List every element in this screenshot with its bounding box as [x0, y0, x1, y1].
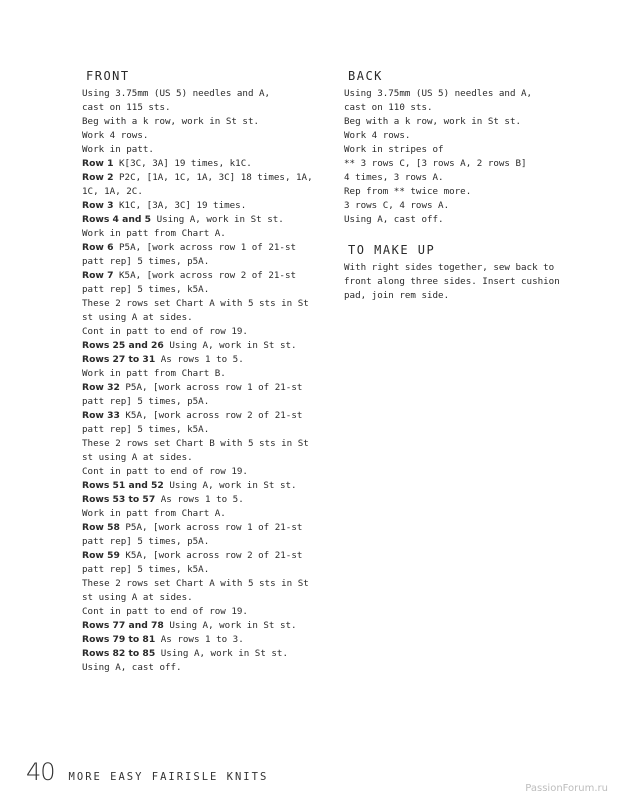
front-line — [82, 437, 332, 451]
front-row-label: Row 33 — [82, 410, 120, 421]
front-heading: FRONT — [86, 69, 130, 83]
front-line-text: K[3C, 3A] 19 times, k1C. — [113, 158, 252, 169]
front-line — [82, 535, 332, 549]
back-line-text: cast on 110 sts. — [344, 102, 433, 113]
back-line — [344, 129, 604, 143]
front-line — [82, 339, 332, 353]
front-row-label: Rows 25 and 26 — [82, 340, 164, 351]
front-line — [82, 171, 332, 185]
front-line — [82, 465, 332, 479]
back-line-text: Beg with a k row, work in St st. — [344, 116, 522, 127]
front-line — [82, 241, 332, 255]
front-line-text: Using A, work in St st. — [155, 648, 288, 659]
front-line-text: As rows 1 to 3. — [155, 634, 244, 645]
back-line — [344, 101, 604, 115]
front-line-text: Using A, work in St st. — [163, 480, 297, 491]
front-line-text: K5A, [work across row 2 of 21-st — [119, 410, 303, 421]
front-line — [82, 311, 332, 325]
front-row-label: Row 58 — [82, 522, 120, 533]
front-section — [82, 68, 332, 675]
back-line-text: Using 3.75mm (US 5) needles and A, — [344, 88, 533, 99]
front-line — [82, 619, 332, 633]
front-line — [82, 479, 332, 493]
front-line — [82, 395, 332, 409]
front-line — [82, 129, 332, 143]
front-row-label: Rows 51 and 52 — [82, 480, 164, 491]
front-row-label: Rows 79 to 81 — [82, 634, 156, 645]
back-line — [344, 213, 604, 227]
make-up-line — [344, 261, 604, 275]
back-line-text: ** 3 rows C, [3 rows A, 2 rows B] — [344, 158, 527, 169]
front-line — [82, 101, 332, 115]
page-number: 40 — [26, 758, 55, 786]
front-line — [82, 367, 332, 381]
back-line — [344, 199, 604, 213]
front-line-text: K5A, [work across row 2 of 21-st — [113, 270, 297, 281]
front-line-text: As rows 1 to 5. — [155, 354, 244, 365]
front-line-text: Work 4 rows. — [82, 130, 149, 141]
right-column — [344, 68, 604, 303]
front-line-text: As rows 1 to 5. — [155, 494, 244, 505]
make-up-line-text: pad, join rem side. — [344, 290, 450, 301]
front-line-text: Work in patt from Chart B. — [82, 368, 226, 379]
back-line-text: 4 times, 3 rows A. — [344, 172, 444, 183]
front-line — [82, 633, 332, 647]
front-line — [82, 521, 332, 535]
front-line — [82, 353, 332, 367]
front-line-text: P5A, [work across row 1 of 21-st — [119, 522, 303, 533]
front-row-label: Rows 82 to 85 — [82, 648, 156, 659]
front-line — [82, 647, 332, 661]
front-line — [82, 549, 332, 563]
front-line — [82, 605, 332, 619]
back-line — [344, 143, 604, 157]
book-title: MORE EASY FAIRISLE KNITS — [68, 771, 269, 783]
front-line — [82, 563, 332, 577]
front-line-text: patt rep] 5 times, p5A. — [82, 396, 210, 407]
front-line-text: K1C, [3A, 3C] 19 times. — [113, 200, 247, 211]
make-up-instructions — [344, 261, 604, 303]
front-line — [82, 423, 332, 437]
make-up-line — [344, 275, 604, 289]
back-line-text: 3 rows C, 4 rows A. — [344, 200, 450, 211]
front-line-text: patt rep] 5 times, k5A. — [82, 284, 210, 295]
front-line — [82, 577, 332, 591]
front-row-label: Rows 27 to 31 — [82, 354, 156, 365]
front-line-text: Using 3.75mm (US 5) needles and A, — [82, 88, 271, 99]
front-line-text: P5A, [work across row 1 of 21-st — [119, 382, 303, 393]
front-line-text: Using A, work in St st. — [163, 620, 297, 631]
front-row-label: Row 2 — [82, 172, 114, 183]
make-up-heading: TO MAKE UP — [348, 243, 436, 257]
front-line — [82, 297, 332, 311]
front-line — [82, 451, 332, 465]
front-line — [82, 269, 332, 283]
watermark: PassionForum.ru — [525, 783, 608, 794]
front-row-label: Row 1 — [82, 158, 114, 169]
front-line-text: patt rep] 5 times, p5A. — [82, 256, 210, 267]
front-line — [82, 507, 332, 521]
front-line — [82, 381, 332, 395]
front-row-label: Row 32 — [82, 382, 120, 393]
front-line — [82, 185, 332, 199]
front-line-text: Beg with a k row, work in St st. — [82, 116, 260, 127]
front-line — [82, 115, 332, 129]
back-line — [344, 157, 604, 171]
back-section — [344, 68, 604, 227]
front-line-text: Using A, work in St st. — [163, 340, 297, 351]
front-line-text: These 2 rows set Chart A with 5 sts in St — [82, 578, 309, 589]
front-line — [82, 199, 332, 213]
front-line — [82, 213, 332, 227]
back-line-text: Using A, cast off. — [344, 214, 444, 225]
front-row-label: Rows 77 and 78 — [82, 620, 164, 631]
front-line — [82, 157, 332, 171]
front-line-text: Cont in patt to end of row 19. — [82, 466, 248, 477]
front-line-text: These 2 rows set Chart B with 5 sts in St — [82, 438, 309, 449]
front-line — [82, 325, 332, 339]
front-line — [82, 255, 332, 269]
front-row-label: Row 6 — [82, 242, 114, 253]
front-line — [82, 87, 332, 101]
front-row-label: Rows 53 to 57 — [82, 494, 156, 505]
front-line-text: These 2 rows set Chart A with 5 sts in St — [82, 298, 309, 309]
back-heading: BACK — [348, 69, 383, 83]
front-instructions — [82, 87, 332, 675]
front-row-label: Row 7 — [82, 270, 114, 281]
back-line — [344, 115, 604, 129]
front-line — [82, 661, 332, 675]
make-up-line — [344, 289, 604, 303]
front-line-text: patt rep] 5 times, p5A. — [82, 536, 210, 547]
front-line — [82, 283, 332, 297]
back-line-text: Work in stripes of — [344, 144, 444, 155]
front-row-label: Row 3 — [82, 200, 114, 211]
front-line-text: st using A at sides. — [82, 312, 193, 323]
make-up-line-text: With right sides together, sew back to — [344, 262, 555, 273]
front-line-text: Work in patt from Chart A. — [82, 508, 226, 519]
page-footer — [26, 758, 268, 786]
back-line-text: Rep from ** twice more. — [344, 186, 472, 197]
front-line-text: P2C, [1A, 1C, 1A, 3C] 18 times, 1A, — [113, 172, 313, 183]
front-line-text: patt rep] 5 times, k5A. — [82, 424, 210, 435]
front-line-text: Cont in patt to end of row 19. — [82, 606, 248, 617]
front-line-text: P5A, [work across row 1 of 21-st — [113, 242, 297, 253]
front-line-text: cast on 115 sts. — [82, 102, 171, 113]
front-line-text: patt rep] 5 times, k5A. — [82, 564, 210, 575]
front-line-text: st using A at sides. — [82, 592, 193, 603]
front-line — [82, 227, 332, 241]
front-row-label: Row 59 — [82, 550, 120, 561]
front-line-text: Work in patt from Chart A. — [82, 228, 226, 239]
front-line — [82, 143, 332, 157]
front-line-text: K5A, [work across row 2 of 21-st — [119, 550, 303, 561]
front-line-text: st using A at sides. — [82, 452, 193, 463]
make-up-line-text: front along three sides. Insert cushion — [344, 276, 560, 287]
front-line — [82, 409, 332, 423]
front-line-text: Cont in patt to end of row 19. — [82, 326, 248, 337]
back-line-text: Work 4 rows. — [344, 130, 411, 141]
front-line-text: Work in patt. — [82, 144, 154, 155]
make-up-section — [344, 242, 604, 303]
back-line — [344, 87, 604, 101]
back-instructions — [344, 87, 604, 227]
front-line — [82, 493, 332, 507]
front-line — [82, 591, 332, 605]
back-line — [344, 185, 604, 199]
front-line-text: Using A, work in St st. — [151, 214, 284, 225]
front-line-text: Using A, cast off. — [82, 662, 182, 673]
front-row-label: Rows 4 and 5 — [82, 214, 152, 225]
back-line — [344, 171, 604, 185]
front-line-text: 1C, 1A, 2C. — [82, 186, 143, 197]
